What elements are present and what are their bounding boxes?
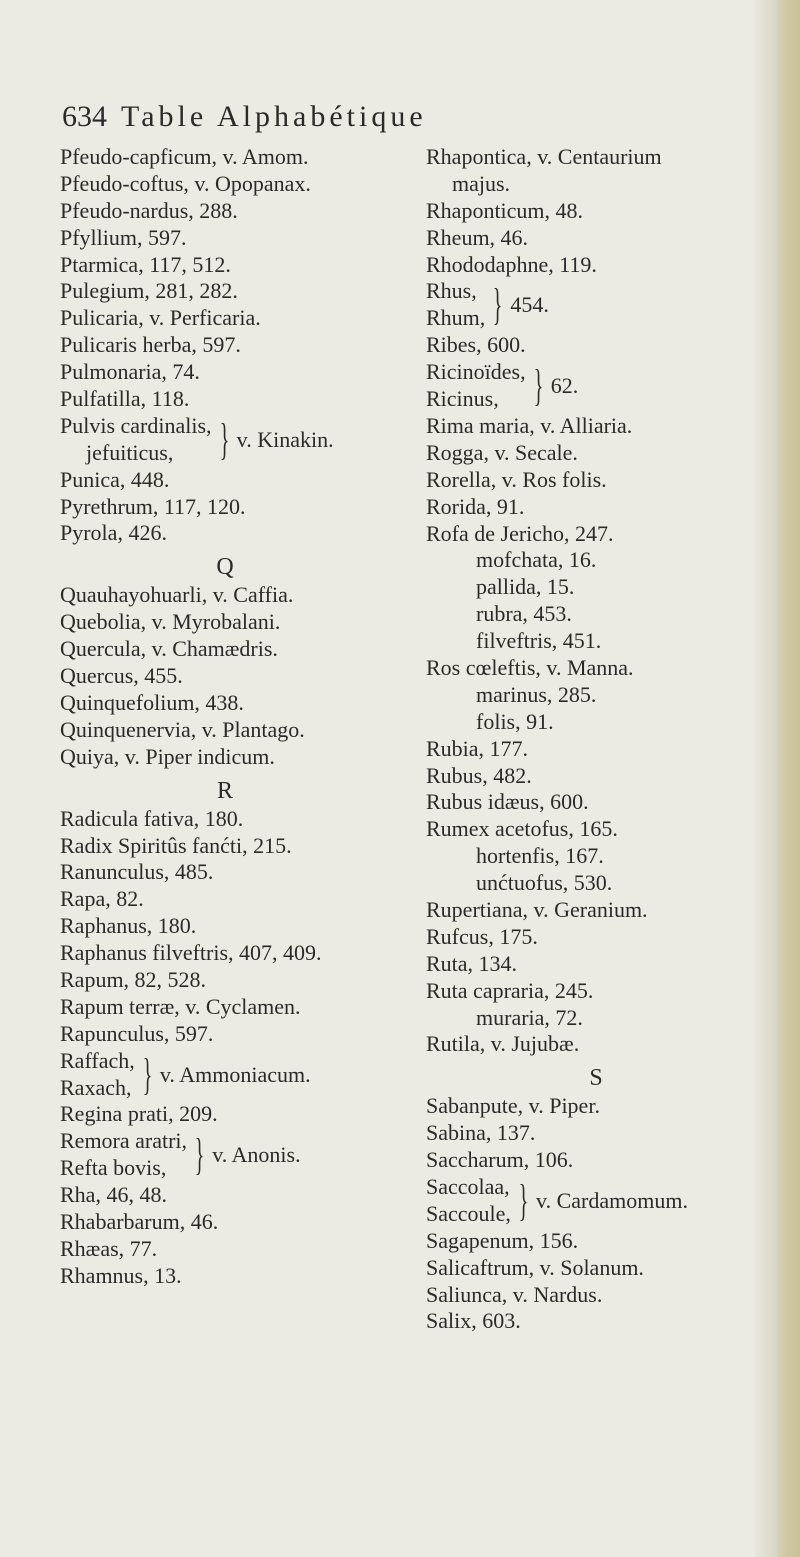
index-entry: Rhapontica, v. Centaurium [426,144,662,169]
section-letter-q: Q [216,554,234,581]
index-entry: Rubus, 482. [426,762,532,788]
index-entry: Regina prati, 209. [60,1101,218,1127]
index-entry: Radix Spiritûs fanćti, 215. [60,832,292,858]
index-subentry: filveftris, 451. [476,628,602,654]
index-entry: Quauhayohuarli, v. Caffia. [60,582,294,608]
index-entry: Ptarmica, 117, 512. [60,251,231,277]
brace-line: Rhus, [426,278,477,304]
index-subentry: rubra, 453. [476,601,572,627]
index-subentry: muraria, 72. [476,1004,583,1030]
page-number: 634 [62,100,107,133]
index-entry: Rutila, v. Jujubæ. [426,1031,580,1057]
brace-line: Remora aratri, [60,1128,188,1154]
braced-entry [426,1174,786,1228]
brace-glyph: } [493,280,503,330]
index-entry: Pyrola, 426. [60,520,167,546]
index-entry: Rheum, 46. [426,224,529,250]
index-entry: Pulicaris herba, 597. [60,332,241,358]
index-entry: Rofa de Jericho, 247. [426,520,614,546]
index-entry: Rhamnus, 13. [60,1262,182,1288]
index-entry: Rapum, 82, 528. [60,966,207,992]
brace-glyph: } [518,1175,529,1225]
brace-line: Rhum, [426,305,486,331]
index-entry: Rubus idæus, 600. [426,789,589,815]
index-entry: Punica, 448. [60,466,170,492]
index-entry: Rhaponticum, 48. [426,197,584,223]
index-entry: Sabanpute, v. Piper. [426,1093,600,1119]
index-entry: Salicaftrum, v. Solanum. [426,1254,644,1280]
index-entry: Pulicaria, v. Perficaria. [60,305,261,331]
section-letter-s: S [589,1065,603,1092]
right-column [426,144,786,1335]
brace-line: Raxach, [60,1074,132,1100]
index-entry: Quebolia, v. Myrobalani. [60,609,281,635]
brace-glyph: } [142,1049,153,1099]
braced-entry [60,413,420,467]
index-entry: Ruta capraria, 245. [426,977,594,1003]
index-subentry: marinus, 285. [476,681,597,707]
brace-glyph: } [219,414,229,464]
index-entry: Sabina, 137. [426,1120,536,1146]
index-entry: Rapunculus, 597. [60,1020,214,1046]
brace-line: Ricinoïdes, [426,359,526,385]
index-entry: Rhæas, 77. [60,1235,158,1261]
brace-target: 62. [550,373,579,399]
index-entry: Rufcus, 175. [426,923,538,949]
index-entry: Pulegium, 281, 282. [60,278,238,304]
index-entry: Radicula fativa, 180. [60,805,244,831]
index-entry: Ranunculus, 485. [60,859,214,885]
brace-glyph: } [194,1130,205,1180]
braced-entry [426,359,786,413]
index-entry: Pfeudo-nardus, 288. [60,197,238,223]
index-subentry: pallida, 15. [476,574,575,600]
index-entry: Pulmonaria, 74. [60,359,200,385]
index-entry: Pulfatilla, 118. [60,386,190,412]
braced-entry [60,1048,420,1102]
index-entry: Rima maria, v. Alliaria. [426,412,633,438]
index-entry: Ruta, 134. [426,950,518,976]
page-header [62,100,752,140]
brace-target: 454. [510,292,549,318]
index-subentry: unćtuofus, 530. [476,870,613,896]
brace-line: Saccoule, [426,1200,511,1226]
index-entry: Quinquenervia, v. Plantago. [60,716,305,742]
index-entry: Rapa, 82. [60,886,144,912]
brace-line: Raffach, [60,1047,135,1073]
index-entry: Quercula, v. Chamædris. [60,636,278,662]
index-entry: Ros cœleftis, v. Manna. [426,654,634,680]
index-entry: Rapum terræ, v. Cyclamen. [60,993,301,1019]
index-entry: Pfyllium, 597. [60,224,187,250]
index-entry: Sagapenum, 156. [426,1227,579,1253]
braced-entry [426,278,786,332]
brace-line: Saccolaa, [426,1173,510,1199]
page-title: Table Alphabétique [121,100,427,133]
index-subentry: hortenfis, 167. [476,843,604,869]
index-subentry: majus. [452,170,511,196]
left-column [60,144,420,1290]
index-entry: Ribes, 600. [426,332,526,358]
braced-entry [60,1128,420,1182]
brace-target: v. Ammoniacum. [159,1061,311,1087]
brace-target: v. Cardamomum. [536,1187,688,1213]
index-entry: Rogga, v. Secale. [426,439,578,465]
index-entry: Quinquefolium, 438. [60,689,244,715]
index-entry: Raphanus, 180. [60,913,197,939]
index-entry: Rhabarbarum, 46. [60,1209,219,1234]
index-subentry: mofchata, 16. [476,547,597,573]
index-entry: Rubia, 177. [426,735,529,761]
index-entry: Rorella, v. Ros folis. [426,466,607,492]
brace-glyph: } [533,361,543,411]
index-subentry: folis, 91. [476,708,554,734]
index-entry: Pfeudo-coftus, v. Opopanax. [60,170,311,196]
brace-line: Ricinus, [426,386,499,412]
brace-line: jefuiticus, [86,439,174,465]
index-entry: Quercus, 455. [60,663,183,689]
brace-line: Pulvis cardinalis, [60,412,212,438]
brace-target: v. Kinakin. [236,426,334,452]
index-entry: Rupertiana, v. Geranium. [426,896,648,922]
index-entry: Rha, 46, 48. [60,1182,167,1208]
index-entry: Salix, 603. [426,1308,521,1334]
brace-line: Refta bovis, [60,1155,167,1181]
index-entry: Rumex acetofus, 165. [426,816,618,842]
index-entry: Raphanus filveftris, 407, 409. [60,940,322,966]
index-entry: Rorida, 91. [426,493,525,519]
index-entry: Rhododaphne, 119. [426,251,597,277]
section-letter-r: R [216,777,233,804]
index-entry: Saliunca, v. Nardus. [426,1281,603,1307]
index-entry: Quiya, v. Piper indicum. [60,743,275,769]
index-entry: Saccharum, 106. [426,1147,574,1173]
brace-target: v. Anonis. [212,1142,301,1168]
index-entry: Pfeudo-capficum, v. Amom. [60,144,309,169]
index-entry: Pyrethrum, 117, 120. [60,493,246,519]
